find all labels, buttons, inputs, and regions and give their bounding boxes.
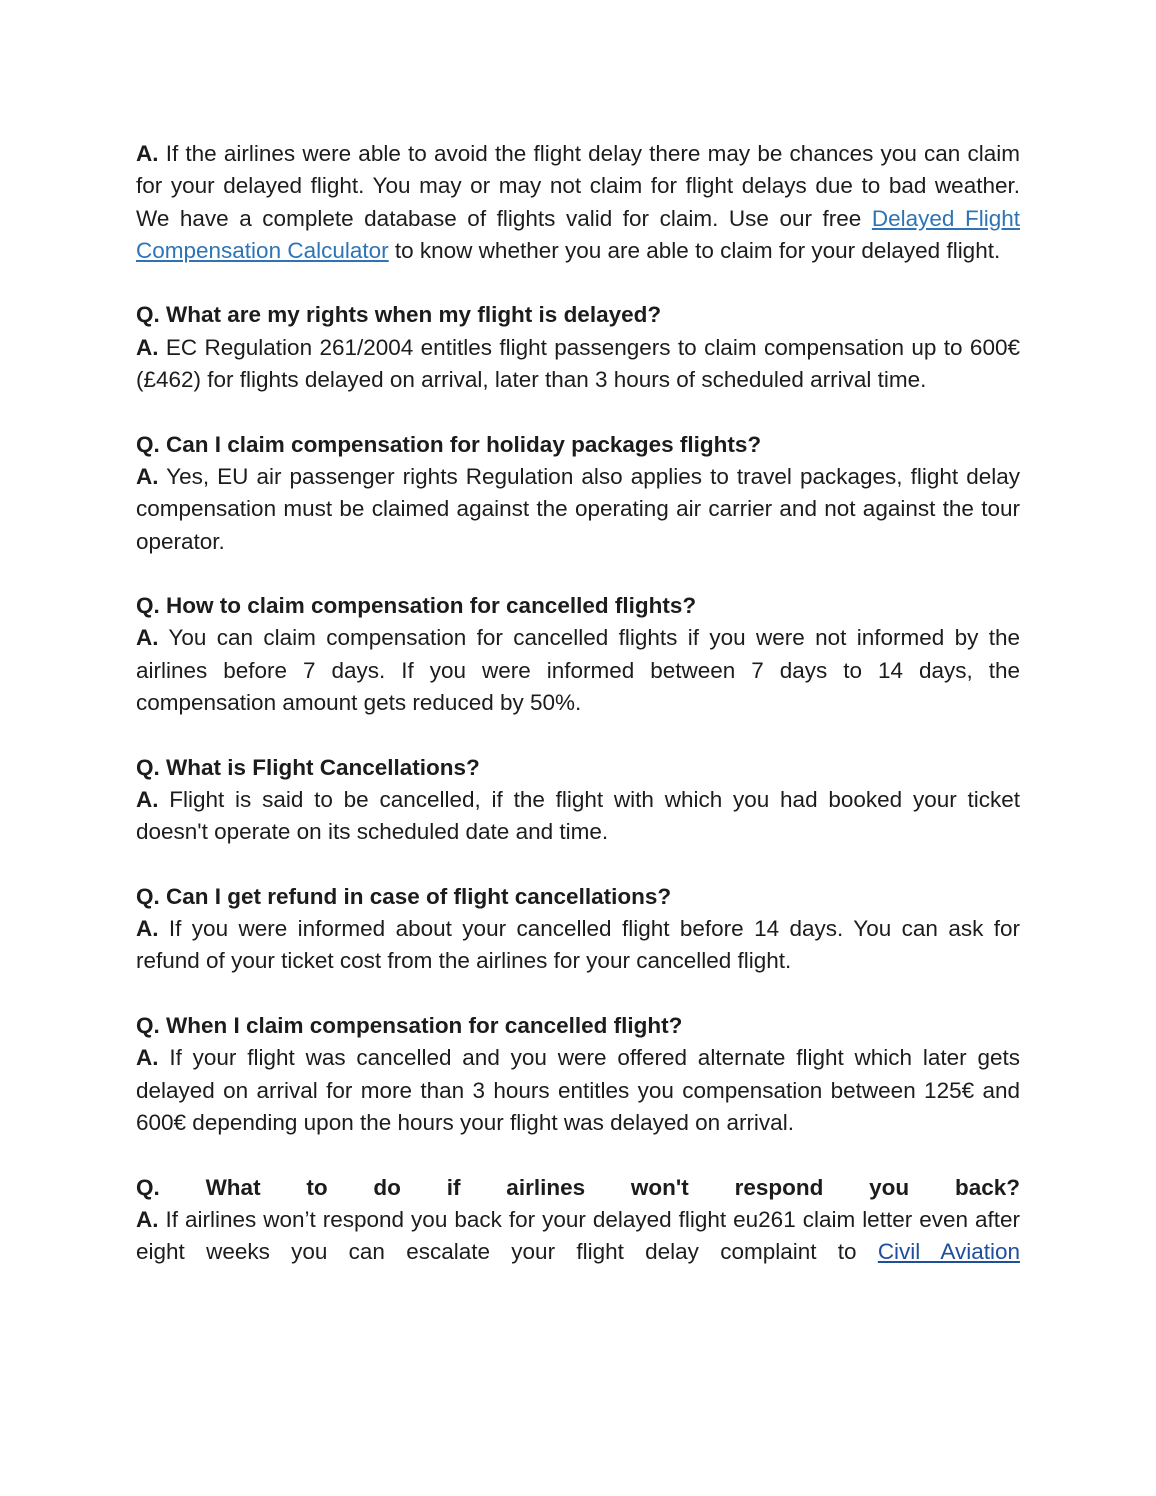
faq-answer: If your flight was cancelled and you were offered alternate flight which later gets delayed on arrival for more than 3 hours entitles you compensation between 125€ and 600€ depending upon the hours your flight was delayed on arrival. — [136, 1045, 1020, 1135]
answer-label: A. — [136, 334, 159, 360]
faq-answer: If you were informed about your cancelled flight before 14 days. You can ask for refund of your ticket cost from the airlines for your cancelled flight. — [136, 916, 1020, 974]
intro-answer — [136, 138, 1020, 267]
faq-item — [136, 299, 1020, 396]
faq-answer: Yes, EU air passenger rights Regulation also applies to travel packages, flight delay compensation must be claimed against the operating air carrier and not against the tour operator. — [136, 463, 1020, 554]
faq-item — [136, 752, 1020, 849]
answer-label: A. — [136, 141, 159, 166]
intro-text-2: to know whether you are able to claim for your delayed flight. — [388, 237, 1001, 263]
faq-item — [136, 1010, 1020, 1139]
answer-label: A. — [136, 916, 159, 942]
faq-question: Q. How to claim compensation for cancelled flights? — [136, 593, 697, 619]
faq-answer: EC Regulation 261/2004 entitles flight passengers to claim compensation up to 600€ (£462) for flights delayed on arrival, later than 3 hours of scheduled arrival time. — [136, 334, 1020, 393]
answer-label: A. — [136, 625, 159, 651]
document-page — [136, 138, 1020, 1268]
intro-text-1: If the airlines were able to avoid the flight delay there may be chances you can claim for your delayed flight. You may or may not claim for flight delays due to bad weather. We have a complete database of flights valid for claim. Use our free — [136, 141, 1020, 231]
faq-item — [136, 881, 1020, 978]
compensation-calculator-link[interactable]: Delayed Flight Compensation Calculator — [136, 205, 1021, 263]
faq-question: Q. What to do if airlines won't respond you back? — [136, 1174, 1020, 1200]
faq-question: Q. What are my rights when my flight is delayed? — [136, 302, 662, 328]
answer-label: A. — [136, 463, 159, 489]
faq-question: Q. Can I get refund in case of flight cancellations? — [136, 883, 672, 909]
faq-item-last — [136, 1172, 1020, 1269]
faq-answer: You can claim compensation for cancelled flights if you were not informed by the airlines before 7 days. If you were informed between 7 days to 14 days, the compensation amount gets reduced by 50%. — [136, 625, 1020, 716]
faq-question: Q. Can I claim compensation for holiday packages flights? — [136, 431, 762, 457]
answer-label: A. — [136, 786, 159, 812]
faq-answer: If airlines won’t respond you back for your delayed flight eu261 claim letter even after eight weeks you can escalate your flight delay complaint to — [136, 1206, 1020, 1265]
answer-label: A. — [136, 1045, 159, 1071]
faq-answer: Flight is said to be cancelled, if the flight with which you had booked your ticket doesn't operate on its scheduled date and time. — [136, 786, 1020, 845]
civil-aviation-link[interactable]: Civil Aviation — [877, 1239, 1020, 1265]
faq-item — [136, 429, 1020, 558]
faq-question: Q. When I claim compensation for cancelled flight? — [136, 1013, 683, 1039]
faq-question: Q. What is Flight Cancellations? — [136, 754, 480, 780]
answer-label: A. — [136, 1206, 159, 1232]
faq-item — [136, 590, 1020, 719]
